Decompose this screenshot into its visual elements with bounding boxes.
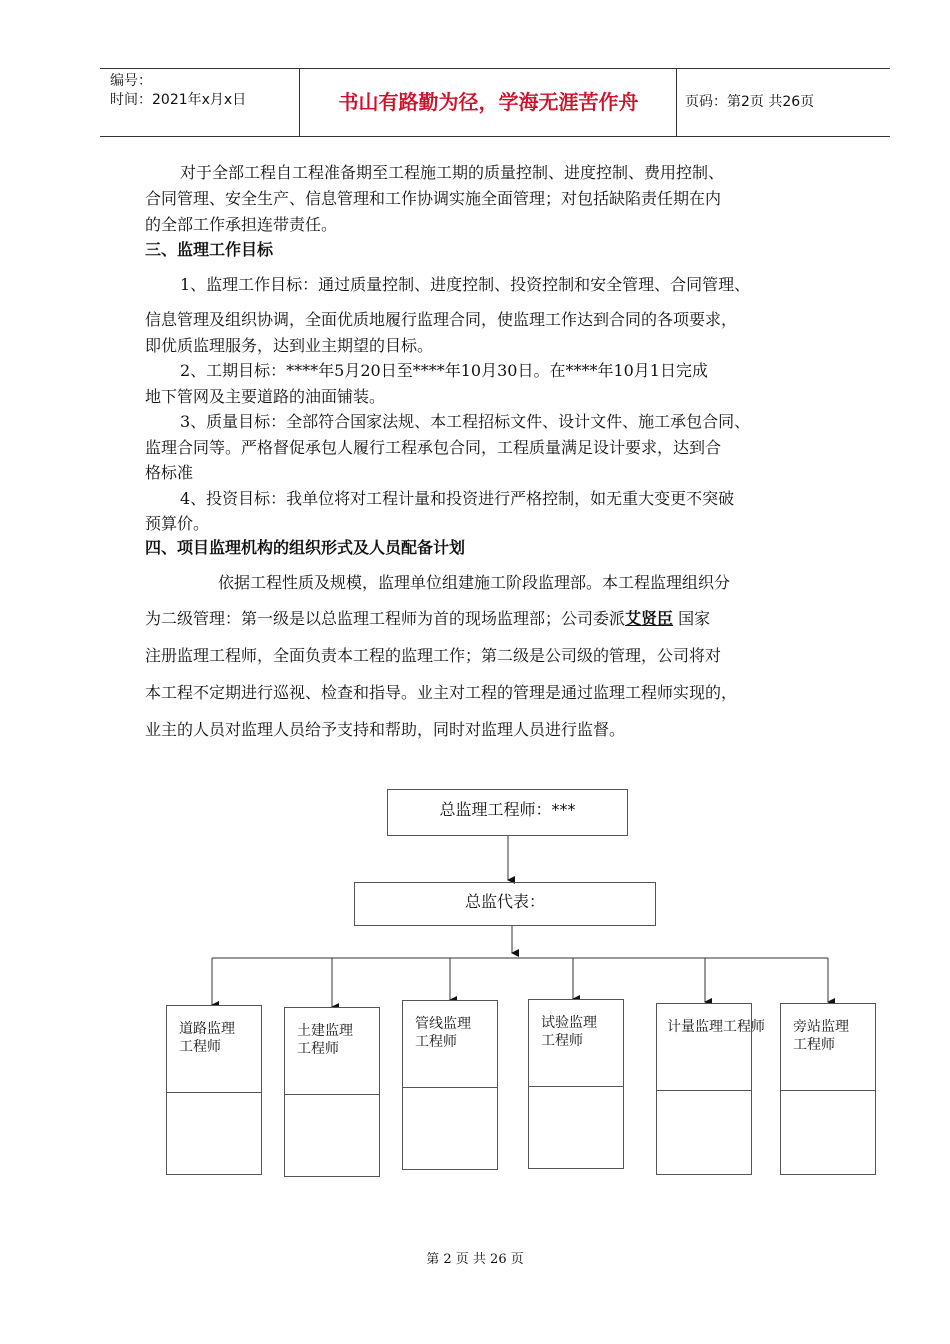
goal-3-line-3: 格标准 — [145, 463, 194, 482]
role-divider — [781, 1090, 875, 1091]
role-subtitle: 工程师 — [415, 1034, 457, 1050]
role-label — [403, 1001, 497, 1051]
role-title: 计量监理工程师 — [667, 1019, 765, 1035]
org-line-4: 本工程不定期进行巡视、检查和指导。业主对工程的管理是通过监理工程师实现的， — [145, 683, 738, 702]
role-subtitle: 工程师 — [297, 1041, 339, 1057]
goal-4-line-2: 预算价。 — [145, 514, 210, 533]
page-footer: 第 2 页 共 26 页 — [426, 1252, 524, 1267]
section-4-heading: 四、项目监理机构的组织形式及人员配备计划 — [145, 538, 466, 557]
role-label — [167, 1006, 261, 1056]
role-divider — [285, 1094, 379, 1095]
role-subtitle: 工程师 — [179, 1039, 221, 1055]
appointed-engineer-name: 艾贤臣 — [625, 609, 674, 628]
org-line-3: 注册监理工程师，全面负责本工程的监理工作；第二级是公司级的管理，公司将对 — [145, 646, 722, 665]
role-label — [285, 1008, 379, 1058]
header-page-code: 页码：第2页 共26页 — [685, 94, 815, 110]
intro-line-2: 合同管理、安全生产、信息管理和工作协调实施全面管理；对包括缺陷责任期在内 — [145, 189, 722, 208]
role-title: 管线监理 — [415, 1016, 471, 1032]
goal-1-line-3: 即优质监理服务，达到业主期望的目标。 — [145, 336, 434, 355]
role-title: 道路监理 — [179, 1021, 235, 1037]
role-box-testing — [528, 999, 624, 1169]
role-box-onsite — [780, 1003, 876, 1175]
role-divider — [657, 1090, 751, 1091]
goal-1-line-2: 信息管理及组织协调，全面优质地履行监理合同，使监理工作达到合同的各项要求， — [145, 310, 738, 329]
org-line-5: 业主的人员对监理人员给予支持和帮助，同时对监理人员进行监督。 — [145, 720, 626, 739]
role-title: 土建监理 — [297, 1023, 353, 1039]
role-label — [657, 1004, 765, 1036]
goal-1-line-1: 1、监理工作目标：通过质量控制、进度控制、投资控制和安全管理、合同管理、 — [180, 275, 751, 294]
role-divider — [529, 1086, 623, 1087]
time-label: 时间：2021年x月x日 — [110, 92, 247, 108]
section-3-heading: 三、监理工作目标 — [145, 240, 274, 259]
role-divider — [403, 1087, 497, 1088]
role-title: 试验监理 — [541, 1015, 597, 1031]
role-box-civil — [284, 1007, 380, 1177]
deputy-box: 总监代表： — [354, 882, 656, 926]
goal-2-line-1: 2、工期目标：****年5月20日至****年10月30日。在****年10月1日完成 — [180, 361, 708, 380]
role-box-road — [166, 1005, 262, 1175]
org-line-2b: 国家 — [678, 609, 711, 628]
intro-line-3: 的全部工作承担连带责任。 — [145, 215, 338, 234]
goal-2-line-2: 地下管网及主要道路的油面铺装。 — [145, 387, 386, 406]
intro-line-1: 对于全部工程自工程准备期至工程施工期的质量控制、进度控制、费用控制、 — [180, 163, 725, 182]
header-motto: 书山有路勤为径，学海无涯苦作舟 — [301, 69, 677, 136]
chief-engineer-box: 总监理工程师：*** — [387, 789, 628, 836]
role-box-metering — [656, 1003, 765, 1175]
role-title: 旁站监理 — [793, 1019, 849, 1035]
role-divider — [167, 1092, 261, 1093]
role-box-pipeline — [402, 1000, 498, 1170]
goal-4-line-1: 4、投资目标：我单位将对工程计量和投资进行严格控制，如无重大变更不突破 — [180, 489, 735, 508]
goal-3-line-2: 监理合同等。严格督促承包人履行工程承包合同，工程质量满足设计要求，达到合 — [145, 438, 722, 457]
goal-3-line-1: 3、质量目标：全部符合国家法规、本工程招标文件、设计文件、施工承包合同、 — [180, 412, 751, 431]
role-label — [529, 1000, 623, 1050]
role-subtitle: 工程师 — [793, 1037, 835, 1053]
org-line-1: 依据工程性质及规模，监理单位组建施工阶段监理部。本工程监理组织分 — [218, 573, 731, 592]
role-label — [781, 1004, 875, 1054]
role-subtitle: 工程师 — [541, 1033, 583, 1049]
org-line-2a: 为二级管理：第一级是以总监理工程师为首的现场监理部；公司委派 — [145, 609, 626, 628]
number-label: 编号： — [110, 73, 152, 89]
